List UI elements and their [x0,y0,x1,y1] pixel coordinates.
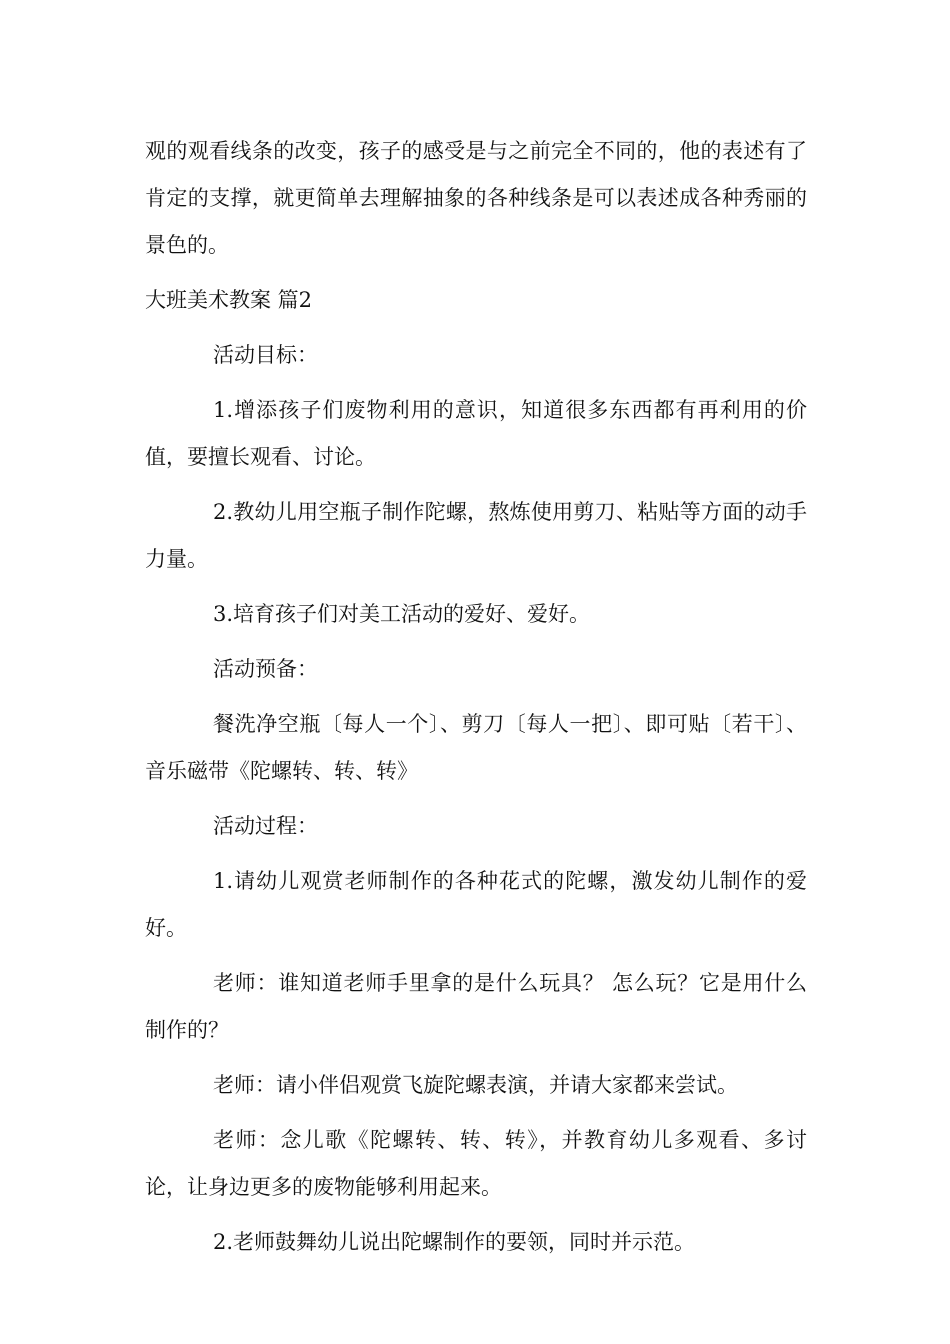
preparation-text: 餐洗净空瓶〔每人一个〕、剪刀〔每人一把〕、即可贴〔若干〕、音乐磁带《陀螺转、转、转》 [145,712,807,783]
process-step-1: 1.请幼儿观赏老师制作的各种花式的陀螺，激发幼儿制作的爱好。 [145,869,807,940]
teacher-line-3: 老师：念儿歌《陀螺转、转、转》，并教育幼儿多观看、多讨论，让身边更多的废物能够利用起来。 [145,1128,807,1199]
teacher-line-1: 老师：谁知道老师手里拿的是什么玩具？ 怎么玩？它是用什么制作的？ [145,971,807,1042]
document-body [145,128,807,1274]
goal-item-3: 3.培育孩子们对美工活动的爱好、爱好。 [213,602,591,626]
goal-item-1: 1.增添孩子们废物利用的意识，知道很多东西都有再利用的价值，要擅长观看、讨论。 [145,398,807,469]
heading-activity-goals: 活动目标： [213,343,318,367]
teacher-line-2: 老师：请小伴侣观赏飞旋陀螺表演，并请大家都来尝试。 [213,1073,738,1097]
heading-activity-preparation: 活动预备： [213,657,318,681]
paragraph-continuation: 观的观看线条的改变，孩子的感受是与之前完全不同的，他的表述有了肯定的支撑，就更简单去理解抽象的各种线条是可以表述成各种秀丽的景色的。 [145,139,807,257]
heading-activity-process: 活动过程： [213,814,318,838]
goal-item-2: 2.教幼儿用空瓶子制作陀螺，熬炼使用剪刀、粘贴等方面的动手力量。 [145,500,807,571]
section-heading: 大班美术教案 篇2 [145,288,313,312]
process-step-2: 2.老师鼓舞幼儿说出陀螺制作的要领，同时并示范。 [213,1230,696,1254]
